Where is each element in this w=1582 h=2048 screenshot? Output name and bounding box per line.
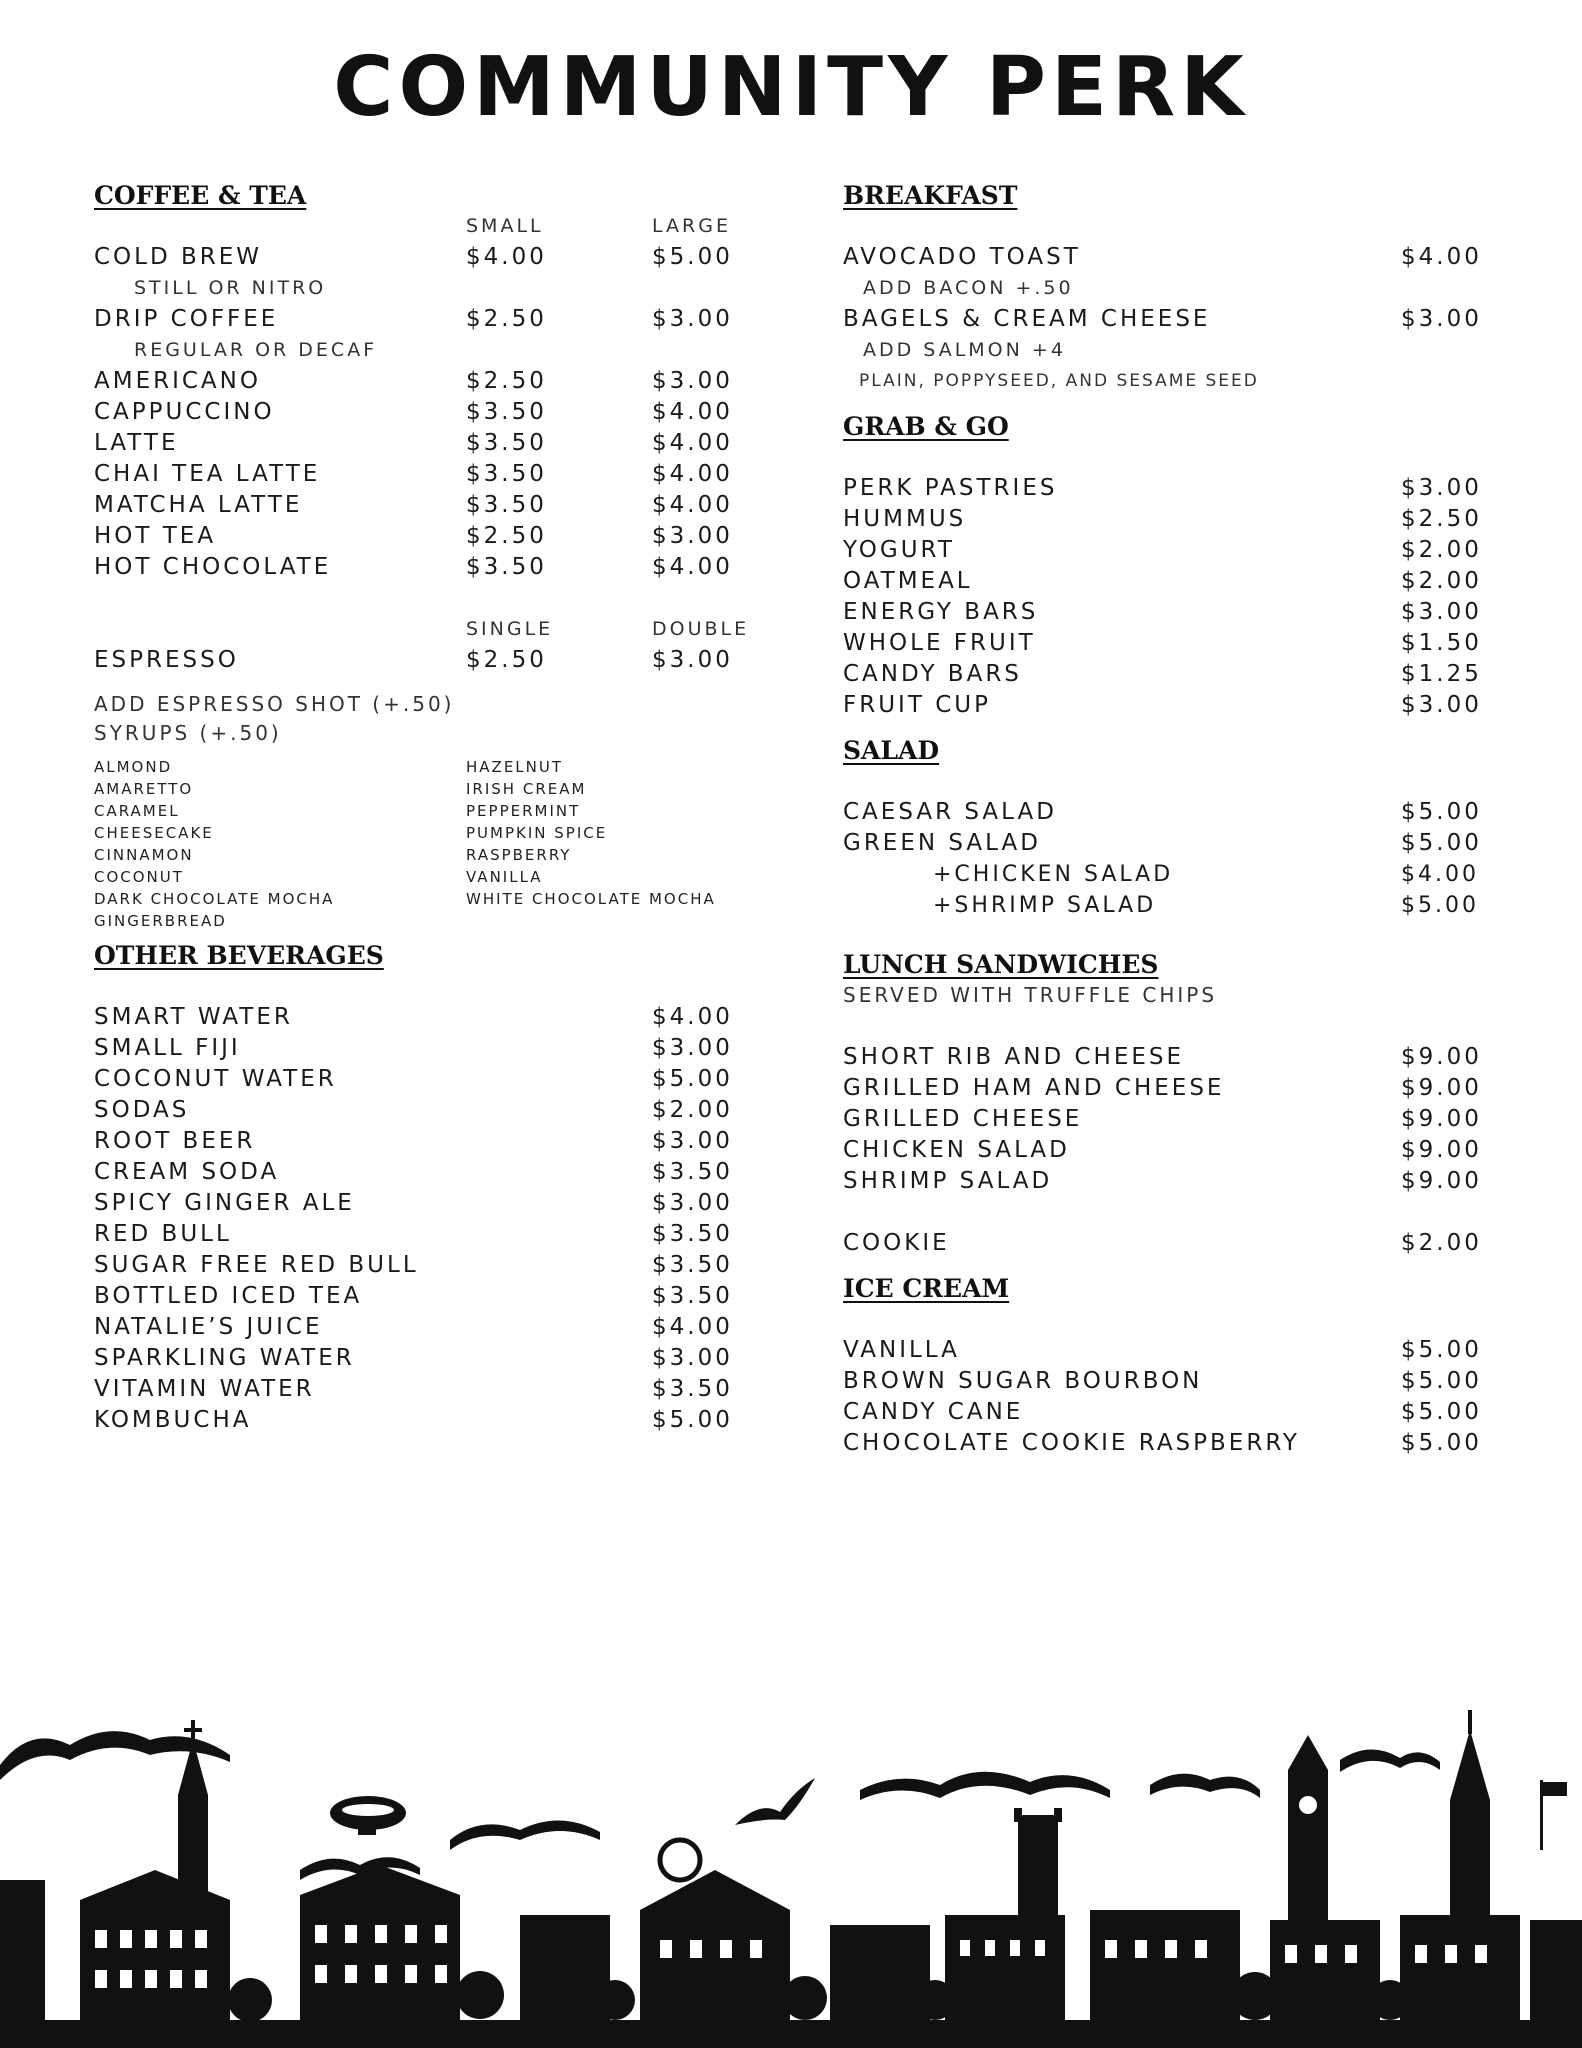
item-price: $2.00 bbox=[1401, 568, 1482, 594]
syrup-item: PEPPERMINT bbox=[466, 802, 581, 820]
left-column bbox=[94, 180, 794, 1436]
menu-item bbox=[94, 1312, 794, 1343]
spacer bbox=[94, 676, 794, 690]
price-large: $4.00 bbox=[652, 399, 733, 425]
menu-item bbox=[94, 459, 794, 490]
menu-item bbox=[94, 1157, 794, 1188]
item-price: $9.00 bbox=[1401, 1168, 1482, 1194]
item-name: VITAMIN WATER bbox=[94, 1376, 315, 1402]
menu-item bbox=[843, 1397, 1493, 1428]
menu-item bbox=[843, 504, 1493, 535]
item-price: $5.00 bbox=[1401, 799, 1482, 825]
item-name: FRUIT CUP bbox=[843, 692, 991, 718]
price-large: $4.00 bbox=[652, 461, 733, 487]
price-small: $4.00 bbox=[466, 244, 547, 270]
item-name: GRILLED HAM AND CHEESE bbox=[843, 1075, 1225, 1101]
item-name: CHAI TEA LATTE bbox=[94, 461, 321, 487]
addon-price: $4.00 bbox=[1401, 862, 1479, 887]
syrup-item: CARAMEL bbox=[94, 802, 180, 820]
syrup-item: CINNAMON bbox=[94, 846, 194, 864]
size-small-label: SMALL bbox=[466, 215, 544, 237]
price-large: $3.00 bbox=[652, 523, 733, 549]
item-name: COOKIE bbox=[843, 1230, 950, 1256]
item-name: CREAM SODA bbox=[94, 1159, 280, 1185]
menu-item bbox=[843, 473, 1493, 504]
item-price: $9.00 bbox=[1401, 1044, 1482, 1070]
menu-item bbox=[94, 397, 794, 428]
syrup-item: VANILLA bbox=[466, 868, 543, 886]
price-double: $3.00 bbox=[652, 647, 733, 673]
item-price: $3.50 bbox=[652, 1376, 733, 1402]
menu-title: COMMUNITY PERK bbox=[333, 40, 1249, 135]
item-name: COLD BREW bbox=[94, 244, 263, 270]
menu-item bbox=[843, 1166, 1493, 1197]
syrup-item: DARK CHOCOLATE MOCHA bbox=[94, 890, 335, 908]
bagel-flavors: PLAIN, POPPYSEED, AND SESAME SEED bbox=[859, 371, 1259, 391]
item-name: LATTE bbox=[94, 430, 179, 456]
bird-icon bbox=[735, 1778, 815, 1825]
item-name: NATALIE’S JUICE bbox=[94, 1314, 323, 1340]
menu-item bbox=[843, 828, 1493, 859]
item-name: VANILLA bbox=[843, 1337, 960, 1363]
item-price: $3.00 bbox=[1401, 692, 1482, 718]
spacer bbox=[843, 1011, 1493, 1042]
menu-item bbox=[94, 242, 794, 273]
item-price: $5.00 bbox=[1401, 1430, 1482, 1456]
church-steeple-right bbox=[1450, 1710, 1490, 1930]
menu-item-cookie bbox=[843, 1228, 1493, 1259]
menu-item bbox=[94, 366, 794, 397]
item-price: $3.00 bbox=[652, 1128, 733, 1154]
price-large: $4.00 bbox=[652, 430, 733, 456]
menu-item bbox=[843, 690, 1493, 721]
menu-item bbox=[843, 1104, 1493, 1135]
item-price: $3.50 bbox=[652, 1159, 733, 1185]
syrups-label: SYRUPS (+.50) bbox=[94, 721, 282, 745]
menu-item bbox=[94, 521, 794, 552]
clock-tower bbox=[1288, 1735, 1328, 1920]
syrup-item: PUMPKIN SPICE bbox=[466, 824, 608, 842]
menu-item bbox=[94, 1219, 794, 1250]
price-large: $5.00 bbox=[652, 244, 733, 270]
item-price: $9.00 bbox=[1401, 1075, 1482, 1101]
syrup-item: IRISH CREAM bbox=[466, 780, 587, 798]
menu-item bbox=[94, 428, 794, 459]
item-name: AVOCADO TOAST bbox=[843, 244, 1081, 270]
shot-single-label: SINGLE bbox=[466, 618, 554, 640]
item-price: $9.00 bbox=[1401, 1106, 1482, 1132]
item-price: $5.00 bbox=[1401, 1337, 1482, 1363]
menu-item-espresso bbox=[94, 645, 794, 676]
item-price: $3.50 bbox=[652, 1221, 733, 1247]
item-price: $2.50 bbox=[1401, 506, 1482, 532]
menu-item bbox=[843, 1042, 1493, 1073]
item-price: $5.00 bbox=[652, 1066, 733, 1092]
item-name: GRILLED CHEESE bbox=[843, 1106, 1083, 1132]
item-price: $4.00 bbox=[1401, 244, 1482, 270]
item-name: ENERGY BARS bbox=[843, 599, 1039, 625]
price-large: $3.00 bbox=[652, 306, 733, 332]
item-price: $5.00 bbox=[1401, 1399, 1482, 1425]
menu-item bbox=[843, 1366, 1493, 1397]
item-note: ADD BACON +.50 bbox=[863, 277, 1074, 299]
menu-item bbox=[843, 1073, 1493, 1104]
spacer bbox=[94, 971, 794, 1002]
blimp-icon bbox=[330, 1796, 406, 1835]
item-name: SHRIMP SALAD bbox=[843, 1168, 1053, 1194]
item-name: SHORT RIB AND CHEESE bbox=[843, 1044, 1185, 1070]
item-price: $1.25 bbox=[1401, 661, 1482, 687]
item-price: $3.50 bbox=[652, 1283, 733, 1309]
syrup-item: COCONUT bbox=[94, 868, 184, 886]
item-price: $4.00 bbox=[652, 1004, 733, 1030]
item-name: YOGURT bbox=[843, 537, 955, 563]
size-large-label: LARGE bbox=[652, 215, 731, 237]
menu-item bbox=[843, 535, 1493, 566]
menu-item bbox=[94, 1095, 794, 1126]
syrup-item: GINGERBREAD bbox=[94, 912, 227, 930]
menu-item bbox=[94, 1281, 794, 1312]
price-large: $3.00 bbox=[652, 368, 733, 394]
item-name: CANDY BARS bbox=[843, 661, 1022, 687]
item-name: CAESAR SALAD bbox=[843, 799, 1057, 825]
spacer bbox=[843, 766, 1493, 797]
shot-header bbox=[94, 614, 794, 645]
item-price: $3.50 bbox=[652, 1252, 733, 1278]
menu-item bbox=[94, 1002, 794, 1033]
menu-item bbox=[94, 1033, 794, 1064]
gothic-tower bbox=[1014, 1808, 1062, 1925]
sun-icon bbox=[660, 1840, 700, 1880]
lunch-note: SERVED WITH TRUFFLE CHIPS bbox=[843, 983, 1218, 1007]
price-small: $2.50 bbox=[466, 368, 547, 394]
item-price: $5.00 bbox=[652, 1407, 733, 1433]
item-name: HUMMUS bbox=[843, 506, 967, 532]
spacer bbox=[843, 442, 1493, 473]
menu-item bbox=[843, 797, 1493, 828]
menu-item bbox=[94, 1064, 794, 1095]
item-name: CAPPUCCINO bbox=[94, 399, 275, 425]
item-name: DRIP COFFEE bbox=[94, 306, 279, 332]
menu-item bbox=[94, 1343, 794, 1374]
syrup-item: AMARETTO bbox=[94, 780, 194, 798]
item-name: KOMBUCHA bbox=[94, 1407, 252, 1433]
item-name: MATCHA LATTE bbox=[94, 492, 303, 518]
item-name: GREEN SALAD bbox=[843, 830, 1041, 856]
flag-icon bbox=[1540, 1780, 1567, 1850]
menu-item bbox=[843, 597, 1493, 628]
item-price: $2.00 bbox=[1401, 1230, 1482, 1256]
item-price: $3.00 bbox=[1401, 599, 1482, 625]
syrup-item: CHEESECAKE bbox=[94, 824, 214, 842]
item-note: ADD SALMON +4 bbox=[863, 339, 1066, 361]
price-small: $3.50 bbox=[466, 399, 547, 425]
price-large: $4.00 bbox=[652, 554, 733, 580]
menu-item bbox=[94, 1405, 794, 1436]
price-small: $2.50 bbox=[466, 306, 547, 332]
item-price: $2.00 bbox=[652, 1097, 733, 1123]
menu-item bbox=[843, 304, 1493, 335]
menu-item bbox=[94, 1126, 794, 1157]
price-single: $2.50 bbox=[466, 647, 547, 673]
menu-item bbox=[843, 628, 1493, 659]
syrup-item: HAZELNUT bbox=[466, 758, 564, 776]
addon-name: +CHICKEN SALAD bbox=[933, 862, 1174, 887]
item-name: COCONUT WATER bbox=[94, 1066, 337, 1092]
item-name: SODAS bbox=[94, 1097, 190, 1123]
menu-item bbox=[843, 1335, 1493, 1366]
lunch-sandwiches-heading: LUNCH SANDWICHES bbox=[843, 950, 1159, 979]
shot-double-label: DOUBLE bbox=[652, 618, 750, 640]
ice-cream-heading: ICE CREAM bbox=[843, 1274, 1010, 1303]
item-price: $4.00 bbox=[652, 1314, 733, 1340]
menu-item bbox=[94, 490, 794, 521]
item-price: $5.00 bbox=[1401, 830, 1482, 856]
item-name: RED BULL bbox=[94, 1221, 232, 1247]
addon-name: +SHRIMP SALAD bbox=[933, 893, 1157, 918]
size-header bbox=[94, 211, 794, 242]
item-name: WHOLE FRUIT bbox=[843, 630, 1036, 656]
item-name: CHOCOLATE COOKIE RASPBERRY bbox=[843, 1430, 1300, 1456]
menu-item bbox=[94, 1250, 794, 1281]
price-small: $3.50 bbox=[466, 430, 547, 456]
syrup-column-2 bbox=[466, 756, 716, 910]
menu-item bbox=[843, 242, 1493, 273]
salad-heading: SALAD bbox=[843, 736, 940, 765]
item-price: $9.00 bbox=[1401, 1137, 1482, 1163]
item-price: $3.00 bbox=[1401, 306, 1482, 332]
item-price: $2.00 bbox=[1401, 537, 1482, 563]
syrup-list bbox=[94, 756, 794, 930]
item-name: CHICKEN SALAD bbox=[843, 1137, 1070, 1163]
spacer bbox=[843, 211, 1493, 242]
cloud-shapes bbox=[0, 1731, 1440, 1880]
item-note: REGULAR OR DECAF bbox=[134, 339, 378, 361]
item-name: ESPRESSO bbox=[94, 647, 239, 673]
price-small: $2.50 bbox=[466, 523, 547, 549]
item-note: STILL OR NITRO bbox=[134, 277, 327, 299]
other-beverages-heading: OTHER BEVERAGES bbox=[94, 941, 384, 970]
menu-item bbox=[843, 659, 1493, 690]
item-price: $3.00 bbox=[652, 1190, 733, 1216]
item-name: BOTTLED ICED TEA bbox=[94, 1283, 363, 1309]
syrup-item: RASPBERRY bbox=[466, 846, 572, 864]
price-small: $3.50 bbox=[466, 492, 547, 518]
salad-addon bbox=[843, 859, 1493, 890]
price-small: $3.50 bbox=[466, 554, 547, 580]
item-name: HOT TEA bbox=[94, 523, 217, 549]
price-large: $4.00 bbox=[652, 492, 733, 518]
item-name: PERK PASTRIES bbox=[843, 475, 1058, 501]
syrup-item: WHITE CHOCOLATE MOCHA bbox=[466, 890, 716, 908]
spacer bbox=[843, 1304, 1493, 1335]
syrup-column-1 bbox=[94, 756, 334, 932]
item-name: BAGELS & CREAM CHEESE bbox=[843, 306, 1211, 332]
add-espresso-shot: ADD ESPRESSO SHOT (+.50) bbox=[94, 692, 455, 716]
item-name: SPICY GINGER ALE bbox=[94, 1190, 355, 1216]
item-name: SPARKLING WATER bbox=[94, 1345, 355, 1371]
spacer bbox=[843, 1197, 1493, 1228]
item-name: HOT CHOCOLATE bbox=[94, 554, 332, 580]
right-column bbox=[843, 180, 1493, 1459]
menu-item bbox=[94, 552, 794, 583]
salad-addon bbox=[843, 890, 1493, 921]
item-price: $3.00 bbox=[1401, 475, 1482, 501]
item-price: $3.00 bbox=[652, 1345, 733, 1371]
item-name: SMART WATER bbox=[94, 1004, 293, 1030]
grab-and-go-heading: GRAB & GO bbox=[843, 412, 1009, 441]
item-name: CANDY CANE bbox=[843, 1399, 1024, 1425]
item-price: $5.00 bbox=[1401, 1368, 1482, 1394]
menu-item bbox=[94, 304, 794, 335]
price-small: $3.50 bbox=[466, 461, 547, 487]
city-skyline-illustration bbox=[0, 1700, 1582, 2048]
menu-item bbox=[94, 1188, 794, 1219]
item-name: SUGAR FREE RED BULL bbox=[94, 1252, 419, 1278]
menu-item bbox=[94, 1374, 794, 1405]
menu-item bbox=[843, 1428, 1493, 1459]
syrup-item: ALMOND bbox=[94, 758, 173, 776]
item-name: AMERICANO bbox=[94, 368, 261, 394]
item-name: SMALL FIJI bbox=[94, 1035, 241, 1061]
menu-item bbox=[843, 1135, 1493, 1166]
spacer bbox=[94, 583, 794, 614]
item-name: BROWN SUGAR BOURBON bbox=[843, 1368, 1203, 1394]
item-price: $3.00 bbox=[652, 1035, 733, 1061]
addon-price: $5.00 bbox=[1401, 893, 1479, 918]
breakfast-heading: BREAKFAST bbox=[843, 181, 1018, 210]
menu-item bbox=[843, 566, 1493, 597]
coffee-tea-heading: COFFEE & TEA bbox=[94, 181, 307, 210]
item-name: ROOT BEER bbox=[94, 1128, 256, 1154]
item-price: $1.50 bbox=[1401, 630, 1482, 656]
item-name: OATMEAL bbox=[843, 568, 973, 594]
